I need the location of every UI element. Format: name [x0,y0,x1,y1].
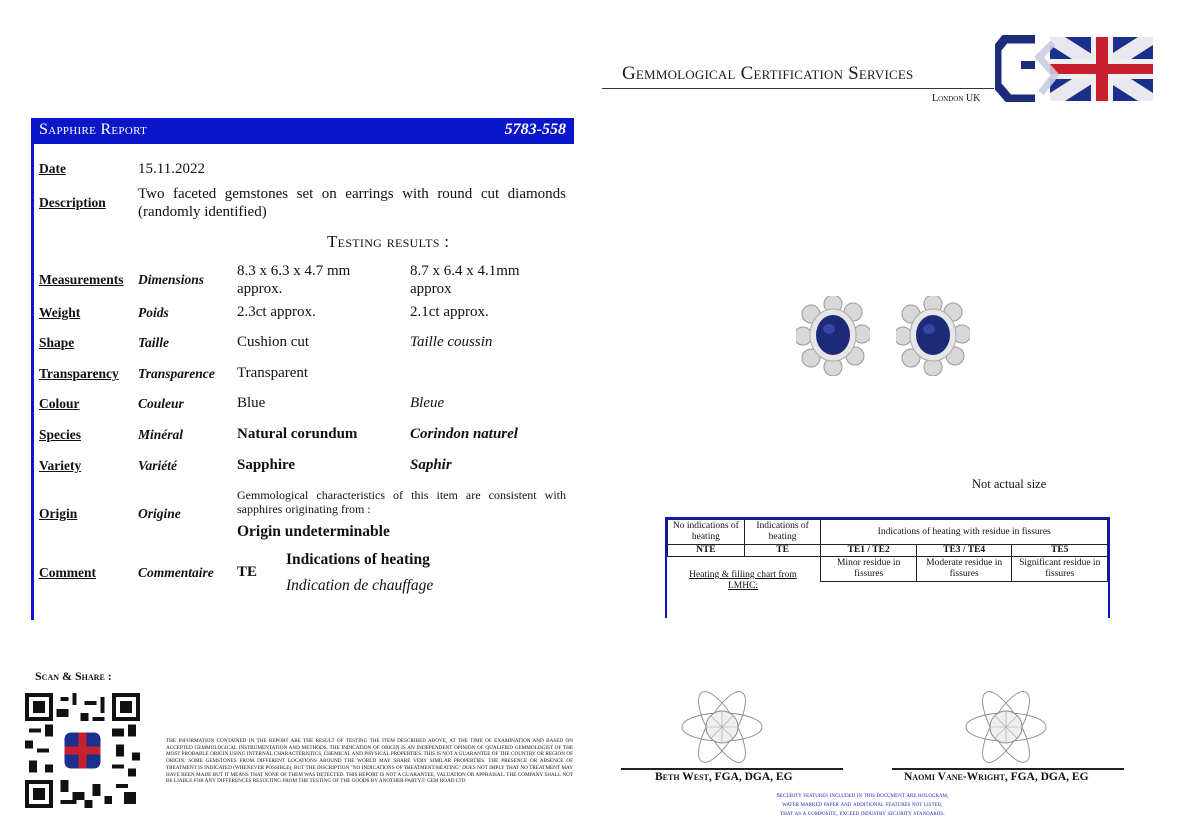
lmhc-chart-link[interactable]: Heating & filling chart from LMHC: [689,570,797,591]
security-line-3: that as a composite, exceed industry security standards. [780,810,945,817]
shape-value: Cushion cut [237,334,310,350]
mineral-label: Minéral [138,427,184,442]
heat-desc-minor: Minor residue in fissures [821,557,916,582]
poids-label: Poids [138,305,169,320]
couleur-label: Couleur [138,396,184,411]
measurement-value-1: 8.3 x 6.3 x 4.7 mm approx. [237,263,351,297]
signer-name-2: Naomi Vane-Wright, FGA, DGA, EG [904,771,1089,783]
weight-value-2: 2.1ct approx. [410,304,489,320]
heat-header-none: No indications of heating [668,520,745,545]
description-label: Description [39,195,106,210]
qr-code[interactable] [25,693,140,808]
origin-value: Origin undeterminable [237,523,390,540]
date-value: 15.11.2022 [138,161,205,177]
shape-label: Shape [39,335,75,350]
heating-chart [665,517,1110,618]
comment-value: Indications of heating [286,551,430,568]
taille-label: Taille [138,335,170,350]
security-line-2: water marked paper and additional features not listed, [782,801,943,808]
scan-share-label: Scan & Share : [35,669,112,683]
not-actual-size-caption: Not actual size [972,477,1047,491]
heat-code-te1-te2: TE1 / TE2 [821,545,916,557]
security-note [700,791,1025,818]
heat-header-residue: Indications of heating with residue in fissures [821,520,1108,545]
origin-label: Origin [39,506,78,521]
security-line-1: Security features included in this document are hologram, [776,792,949,799]
weight-label: Weight [39,305,81,320]
heat-code-te3-te4: TE3 / TE4 [916,545,1012,557]
shape-value-fr: Taille coussin [410,334,493,350]
org-location: London UK [932,93,981,104]
colour-value: Blue [237,395,266,411]
signature-seal-1 [676,684,768,770]
report-number: 5783-558 [504,121,566,138]
transparence-label: Transparence [138,366,215,381]
measurement-value-2: 8.7 x 6.4 x 4.1mm approx [410,263,520,297]
origine-label: Origine [138,506,181,521]
transparency-value: Transparent [237,365,309,381]
report-title: Sapphire Report [39,121,148,138]
commentaire-label: Commentaire [138,565,214,580]
report-border [31,144,34,620]
legal-disclaimer: THE INFORMATION CONTAINED IN THE REPORT ARE THE RESULT OF TESTING THE ITEM DESCRIBED ABOVE, AT THE TIME OF EXAMINATION AND BASED ON ACCEPTED GEMMOLOGICAL INSTRUMENTATION AND METHODS. THE INDICATION OF ORIGIN IS AN INDEPENDENT OPINION OF QUALIFIED GEMMOLOGIST OF THE MOST PROBABLE ORIGIN USING INTERNAL CHARACTERISTICS, CHEMICAL AND PHYSICAL PROPERTIES. THIS IS NOT A GUARANTEE OF THE COUNTRY OR REGION OF ORIGIN. SOME GEMSTONES FROM DIFFERENT LOCATIONS AROUND THE WORLD MAY SHARE VERY SIMILAR PROPERTIES. THE PRESENCE OR ABSENCE OF TREATMENT IS INDICATED (WHENEVER POSSIBLE), BUT THE INSCRIPTION "NO INDICATIONS OF TREATMENT/HEATING" DOES NOT IMPLY THAT NO TREATMENT MAY HAVE BEEN MADE BUT IT MEANS THAT NONE OF THEM WAS DETECTED. THIS REPORT IS NOT A GUARANTEE, VALUATION OR APPRAISAL. THE COMPANY SHALL NOT BE LIABLE FOR ANY DIFFERENCES RESULTING FROM THE TESTING OF THE GOODS BY ANOTHER PARTY.© GEM ROAD LTD [166,738,573,785]
variety-label: Variety [39,458,82,473]
heat-desc-moderate: Moderate residue in fissures [916,557,1012,582]
heat-header-heating: Indications of heating [744,520,821,545]
transparency-label: Transparency [39,366,119,381]
earring-photo-right [896,296,970,376]
variete-label: Variété [138,458,177,473]
signature-seal-2 [960,684,1052,770]
signer-name-1: Beth West, FGA, DGA, EG [655,771,793,783]
heat-desc-significant: Significant residue in fissures [1012,557,1108,582]
description-value: Two faceted gemstones set on earrings with round cut diamonds (randomly identified) [138,186,566,220]
weight-value-1: 2.3ct approx. [237,304,316,320]
earring-photo-left [796,296,870,376]
variety-value-fr: Saphir [410,457,452,473]
comment-value-fr: Indication de chauffage [286,577,434,594]
variety-value: Sapphire [237,457,296,473]
dimensions-label: Dimensions [138,272,205,287]
testing-results-title: Testing results : [327,232,450,251]
report-title-bar [31,118,574,144]
species-value-fr: Corindon naturel [410,426,518,442]
comment-label: Comment [39,565,96,580]
colour-label: Colour [39,396,80,411]
heat-code-te: TE [744,545,821,557]
heat-code-te5: TE5 [1012,545,1108,557]
species-value: Natural corundum [237,426,358,442]
heat-code-nte: NTE [668,545,745,557]
signature-line-1 [621,768,843,770]
origin-note: Gemmological characteristics of this item are consistent with sapphires originating from : [237,488,566,516]
signature-line-2 [892,768,1124,770]
colour-value-fr: Bleue [410,395,445,411]
measurements-label: Measurements [39,272,124,287]
date-label: Date [39,161,66,176]
header-rule [602,88,994,89]
gcs-flag-logo [995,35,1153,102]
species-label: Species [39,427,81,442]
comment-code: TE [237,564,258,580]
org-name: Gemmological Certification Services [622,63,914,84]
